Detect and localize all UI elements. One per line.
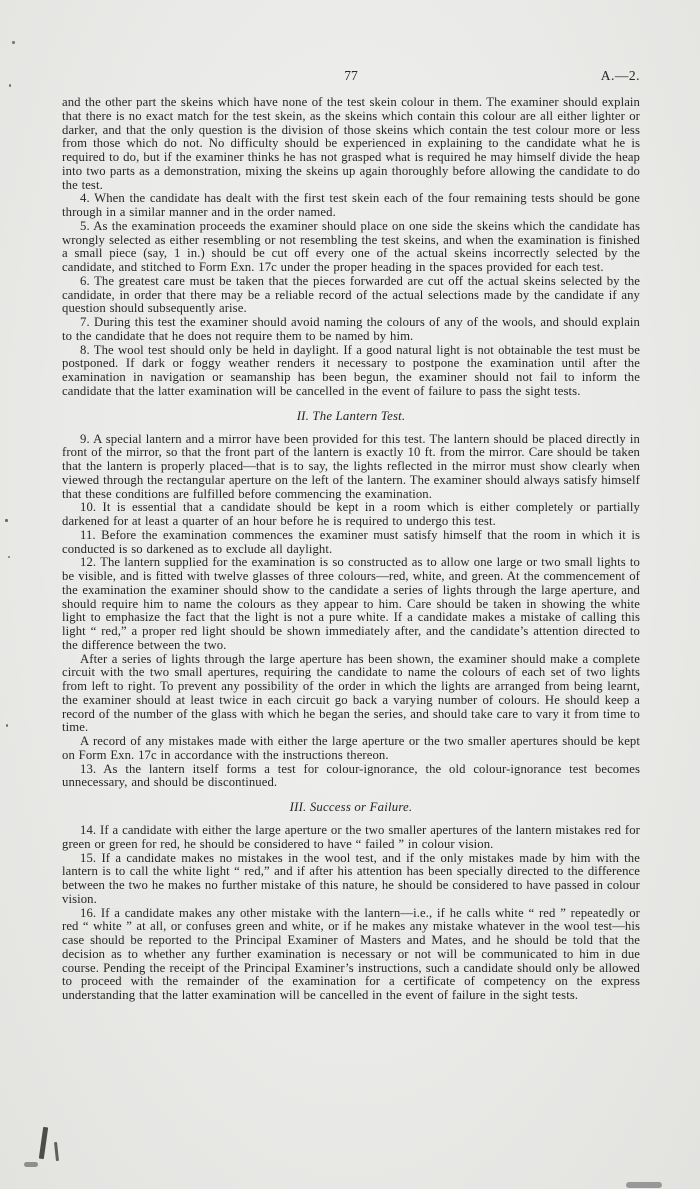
scan-speck: [9, 84, 11, 87]
paragraph-7: 7. During this test the examiner should avoid naming the colours of any of the wools, and should explain to the candidate that he does not require them to be named by him.: [62, 315, 640, 343]
scan-streak: [54, 1142, 59, 1161]
scan-speck: [12, 41, 15, 44]
paragraph-6: 6. The greatest care must be taken that the pieces forwarded are cut off the actual skeins selected by the candidate, in order that there may be a reliable record of the actual selections made by the candidate if any question should subsequently arise.: [62, 273, 640, 316]
scan-speck: [8, 556, 10, 558]
paragraph-12: 12. The lantern supplied for the examination is so constructed as to allow one large or two small lights to be visible, and is fitted with twelve glasses of three colours—red, white, and green. At the commencement of the examination the examiner should show to the candidate a series of lights through the large aperture, and should require him to name the colours as they appear to him. Care should be taken in showing the white light to emphasize the fact that the light is not a pure white. If a candidate makes a mistake of calling this light “ red,” a proper red light should be shown immediately after, and the candidate’s attention directed to the difference between the two.: [62, 555, 640, 652]
paragraph-9: 9. A special lantern and a mirror have been provided for this test. The lantern should be placed directly in front of the mirror, so that the front part of the lantern is exactly 10 ft. from the mirror. Care should be taken that the lantern is properly placed—that is to say, the lights reflected in the mirror must show clearly when viewed through the rectangular aperture on the left of the lantern. The examiner should always satisfy himself that these conditions are fulfilled before commencing the examination.: [62, 431, 640, 501]
paragraph-16: 16. If a candidate makes any other mistake with the lantern—i.e., if he calls white “ red ” repeatedly or red “ white ” at all, or confuses green and white, or if he makes any mistake whatever in the wool test—his case should be reported to the Principal Examiner of Masters and Mates, and he should be told that the decision as to whether any further examination is necessary or not will be communicated to him in due course. Pending the receipt of the Principal Examiner’s instructions, such a candidate should only be allowed to proceed with the remainder of the examination for a certificate of competency on the express understanding that the latter examination will be cancelled in the event of failure in the sight tests.: [62, 905, 640, 1002]
paragraph-8: 8. The wool test should only be held in daylight. If a good natural light is not obtainable the test must be postponed. If dark or foggy weather renders it necessary to postpone the examination until after the examination in navigation or seamanship has been begun, the examiner should not fail to inform the candidate that the latter examination will be cancelled in the event of failure to pass the sight tests.: [62, 342, 640, 398]
paragraph-12-continuation-2: A record of any mistakes made with either the large aperture or the two smaller apertures should be kept on Form Exn. 17c in accordance with the instructions thereon.: [62, 734, 640, 762]
paragraph-continuation: and the other part the skeins which have none of the test skein colour in them. The examiner should explain that there is no exact match for the test skein, as the skeins which contain this colour are all either lighter or darker, and that the only question is the division of those skeins which contain the test colour more or less from those which do not. No difficulty should be experienced in explaining to the candidate what he is required to do, but if the examiner thinks he has not grasped what is required he may himself divide the heap into two parts as a demonstration, mixing the skeins up again thoroughly before allowing the candidate to do the test.: [62, 95, 640, 192]
paragraph-14: 14. If a candidate with either the large aperture or the two smaller apertures of the lantern mistakes red for green or green for red, he should be considered to have “ failed ” in colour vision.: [62, 823, 640, 851]
paragraph-11: 11. Before the examination commences the examiner must satisfy himself that the room in which it is conducted is so darkened as to exclude all daylight.: [62, 527, 640, 556]
scan-streak: [39, 1127, 48, 1159]
section-heading-success-or-failure: III. Success or Failure.: [289, 800, 413, 814]
scan-smudge: [626, 1182, 662, 1188]
paragraph-15: 15. If a candidate makes no mistakes in the wool test, and if the only mistakes made by him with the lantern is to call the white light “ red,” and if after his attention has been specially directed to the difference between the two he makes no further mistake of this nature, he should be considered to have passed in colour vision.: [62, 850, 640, 906]
document-page: [62, 68, 640, 1003]
paragraph-12-continuation-1: After a series of lights through the large aperture has been shown, the examiner should make a complete circuit with the two small apertures, requiring the candidate to name the colours of each set of two lights from left to right. To prevent any possibility of the order in which the lights are arranged from being learnt, the examiner should at least twice in each circuit go back a varying number of colours. He should keep a record of the number of the glass with which he began the series, and should take care to vary it from time to time.: [62, 651, 640, 735]
section-heading-lantern-test: II. The Lantern Test.: [296, 408, 406, 423]
paragraph-10: 10. It is essential that a candidate should be kept in a room which is either completely or partially darkened for at least a quarter of an hour before he is required to undergo this test.: [62, 500, 640, 528]
scan-speck: [6, 724, 8, 727]
scan-speck: [5, 519, 8, 522]
paragraph-4: 4. When the candidate has dealt with the first test skein each of the four remaining tests should be gone through in a similar manner and in the order named.: [62, 191, 640, 219]
section-reference: A.—2.: [600, 68, 640, 83]
page-header: [62, 68, 640, 85]
page-number: 77: [344, 68, 358, 83]
paragraph-13: 13. As the lantern itself forms a test for colour-ignorance, the old colour-ignorance test becomes unnecessary, and should be discontinued.: [62, 761, 640, 790]
paragraph-5: 5. As the examination proceeds the examiner should place on one side the skeins which the candidate has wrongly selected as either resembling or not resembling the test skeins, and when the examination is finished a small piece (say, 1 in.) should be cut off every one of the actual skeins incorrectly selected by the candidate, and stitched to Form Exn. 17c under the proper heading in the spaces provided for each test.: [62, 218, 640, 274]
scan-smudge: [24, 1162, 38, 1167]
